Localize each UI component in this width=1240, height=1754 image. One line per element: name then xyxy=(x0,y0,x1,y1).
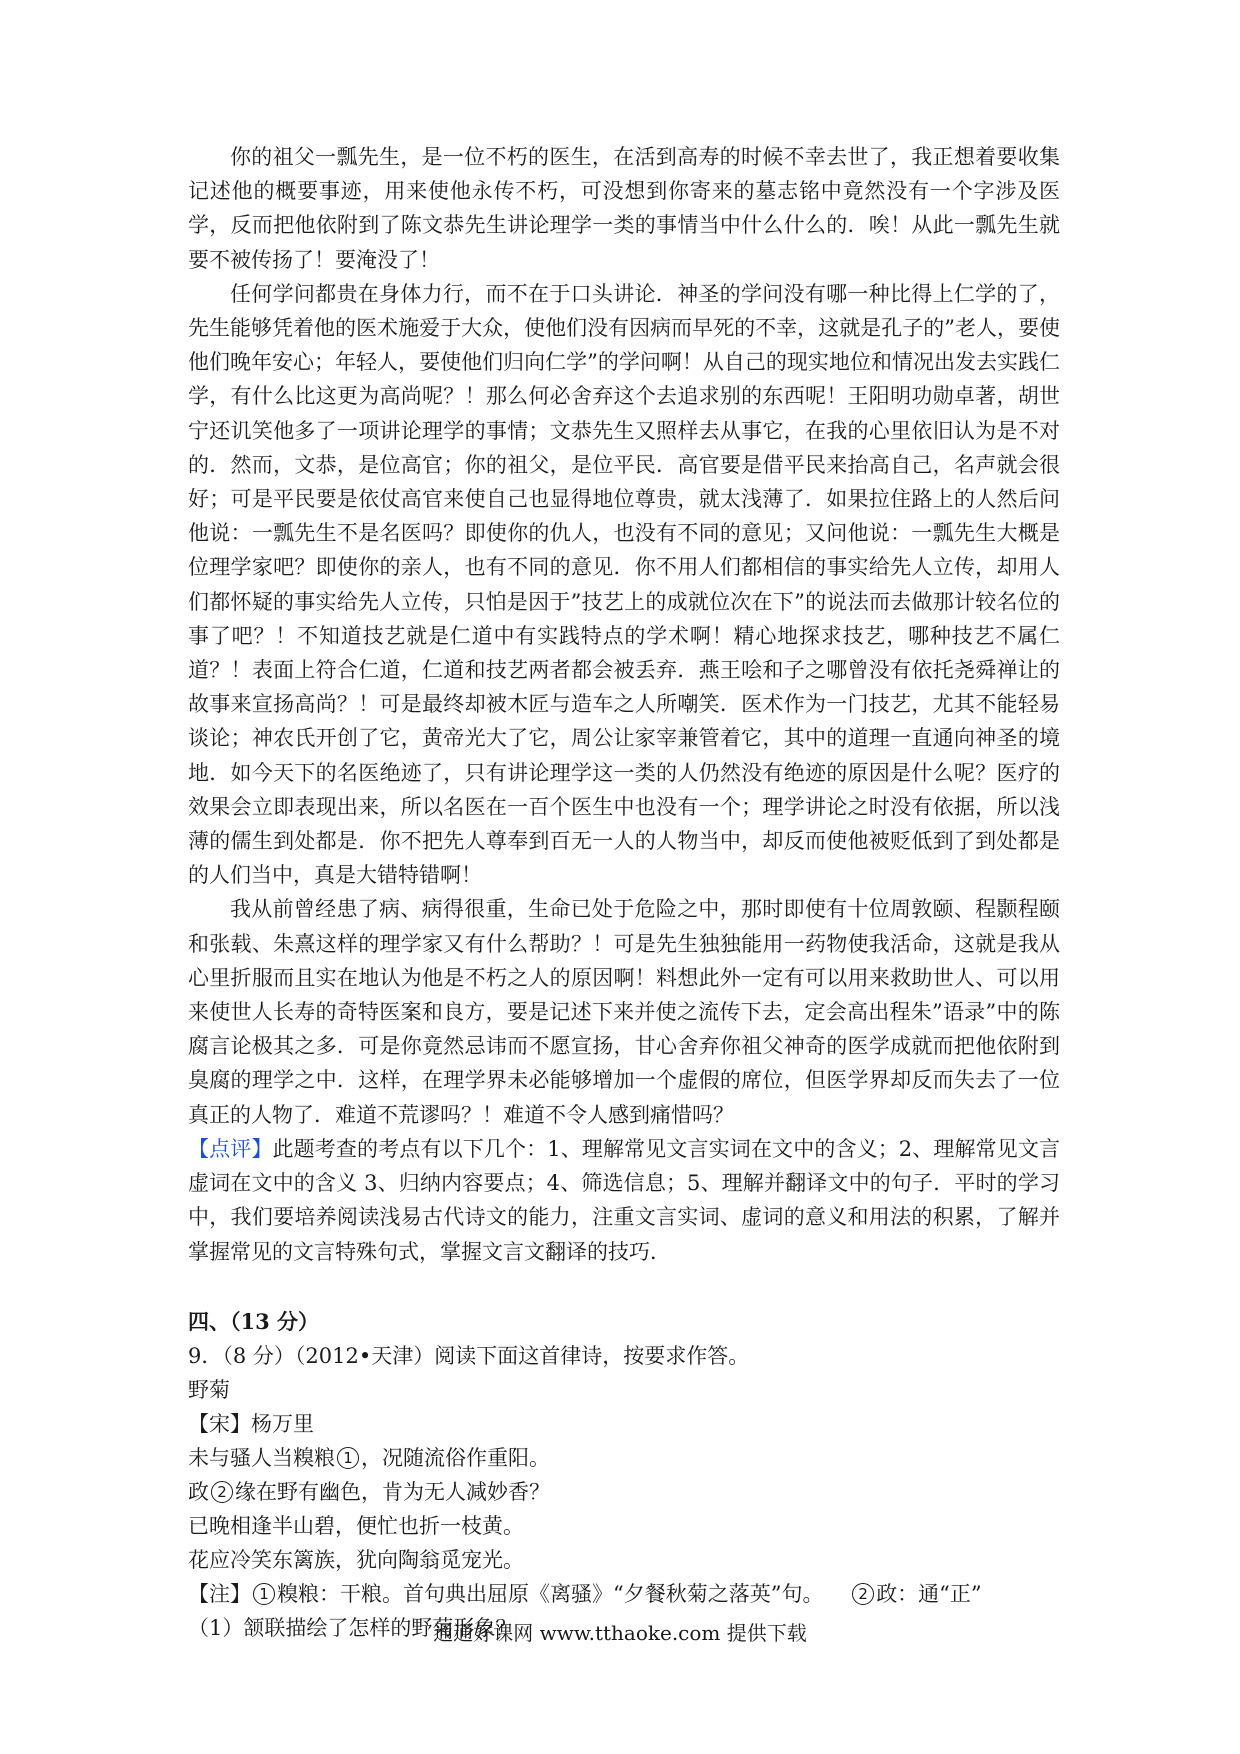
sub-question-1: （1）颔联描绘了怎样的野菊形象？ xyxy=(188,1615,517,1640)
comment-paragraph xyxy=(188,1132,1060,1269)
section-gap xyxy=(188,1269,1060,1305)
passage-paragraph-1: 你的祖父一瓢先生，是一位不朽的医生，在活到高寿的时候不幸去世了，我正想着要收集记述他的概要事迹，用来使他永传不朽，可没想到你寄来的墓志铭中竟然没有一个字涉及医学，反而把他依附到了陈文恭先生讲论理学一类的事情当中什么什么的．唉！从此一瓢先生就要不被传扬了！要淹没了！ xyxy=(188,145,1060,272)
poem-line-4: 花应冷笑东篱族，犹向陶翁觅宠光。 xyxy=(188,1547,524,1572)
passage-paragraph-3: 我从前曾经患了病、病得很重，生命已处于危险之中，那时即使有十位周敦颐、程颢程颐和张载、朱熹这样的理学家又有什么帮助？！可是先生独独能用一药物使我活命，这就是我从心里折服而且实在地认为他是不朽之人的原因啊！料想此外一定有可以用来救助世人、可以用来使世人长寿的奇特医案和良方，要是记述下来并使之流传下去，定会高出程朱”语录”中的陈腐言论极其之多．可是你竟然忌讳而不愿宣扬，甘心舍弃你祖父神奇的医学成就而把他依附到臭腐的理学之中．这样，在理学界未必能够增加一个虚假的席位，但医学界却反而失去了一位真正的人物了．难道不荒谬吗？！难道不令人感到痛惜吗？ xyxy=(188,897,1060,1127)
poem-line-2 xyxy=(188,1475,1060,1509)
question-stem: 9．（8 分）（2012•天津）阅读下面这首律诗，按要求作答。 xyxy=(188,1343,750,1368)
comment-tag: 【点评】 xyxy=(188,1136,273,1161)
poem-title: 野菊 xyxy=(188,1377,230,1402)
note-prefix: 【注】 xyxy=(188,1581,251,1606)
comment-text: 此题考查的考点有以下几个：1、理解常见文言实词在文中的含义；2、理解常见文言虚词在文中的含义 3、归纳内容要点；4、筛选信息；5、理解并翻译文中的句子．平时的学习中，我们要培养阅读浅易古代诗文的能力，注重文言实词、虚词的意义和用法的积累，了解并掌握常见的文言特殊句式，掌握文言文翻译的技巧． xyxy=(188,1136,1061,1264)
poem-line-3: 已晚相逢半山碧，便忙也折一枝黄。 xyxy=(188,1513,524,1538)
poem-note xyxy=(188,1577,1060,1611)
page-footer: 通通好课网 www.tthaoke.com 提供下载 xyxy=(433,1621,807,1645)
note-marker-2: 2 xyxy=(852,1583,874,1605)
document-body xyxy=(188,140,1060,1645)
poem-line-1 xyxy=(188,1441,1060,1475)
note-text-1: 糗粮：干粮。首句典出屈原《离骚》“夕餐秋菊之落英”句。 xyxy=(277,1581,824,1606)
poem-author: 【宋】杨万里 xyxy=(188,1411,314,1436)
passage-paragraph-2: 任何学问都贵在身体力行，而不在于口头讲论．神圣的学问没有哪一种比得上仁学的了，先生能够凭着他的医术施爱于大众，使他们没有因病而早死的不幸，这就是孔子的”老人，要使他们晚年安心；年轻人，要使他们归向仁学”的学问啊！从自己的现实地位和情况出发去实践仁学，有什么比这更为高尚呢？！那么何必舍弃这个去追求别的东西呢！王阳明功勋卓著，胡世宁还讥笑他多了一项讲论理学的事情；文恭先生又照样去从事它，在我的心里依旧认为是不对的．然而，文恭，是位高官；你的祖父，是位平民．高官要是借平民来抬高自己，名声就会很好；可是平民要是依仗高官来使自己也显得地位尊贵，就太浅薄了．如果拉住路上的人然后问他说：一瓢先生不是名医吗？即使你的仇人，也没有不同的意见；又问他说：一瓢先生大概是位理学家吧？即使你的亲人，也有不同的意见．你不用人们都相信的事实给先人立传，却用人们都怀疑的事实给先人立传，只怕是因于”技艺上的成就位次在下”的说法而去做那计较名位的事了吧？！不知道技艺就是仁道中有实践特点的学术啊！精心地探求技艺，哪种技艺不属仁道？！表面上符合仁道，仁道和技艺两者都会被丢弃．燕王哙和子之哪曾没有依托尧舜禅让的故事来宣扬高尚？！可是最终却被木匠与造车之人所嘲笑．医术作为一门技艺，尤其不能轻易谈论；神农氏开创了它，黄帝光大了它，周公让家宰兼管着它，其中的道理一直通向神圣的境地．如今天下的名医绝迹了，只有讲论理学这一类的人仍然没有绝迹的原因是什么呢？医疗的效果会立即表现出来，所以名医在一百个医生中也没有一个；理学讲论之时没有依据，所以浅薄的儒生到处都是．你不把先人尊奉到百无一人的人物当中，却反而使他被贬低到了到处都是的人们当中，真是大错特错啊！ xyxy=(188,281,1060,888)
poem-line-2-part-a: 政 xyxy=(188,1479,209,1504)
section-title: 四、（13 分） xyxy=(188,1308,320,1334)
poem-line-2-part-b: 缘在野有幽色，肯为无人减妙香？ xyxy=(235,1479,550,1504)
poem-line-1-part-a: 未与骚人当糗粮 xyxy=(188,1445,335,1470)
note-marker-1: 1 xyxy=(253,1583,275,1605)
footnote-marker-2: 2 xyxy=(211,1481,233,1503)
poem-line-1-part-b: ，况随流俗作重阳。 xyxy=(361,1445,550,1470)
footnote-marker-1: 1 xyxy=(337,1447,359,1469)
note-text-2: 政：通“正” xyxy=(876,1581,982,1606)
